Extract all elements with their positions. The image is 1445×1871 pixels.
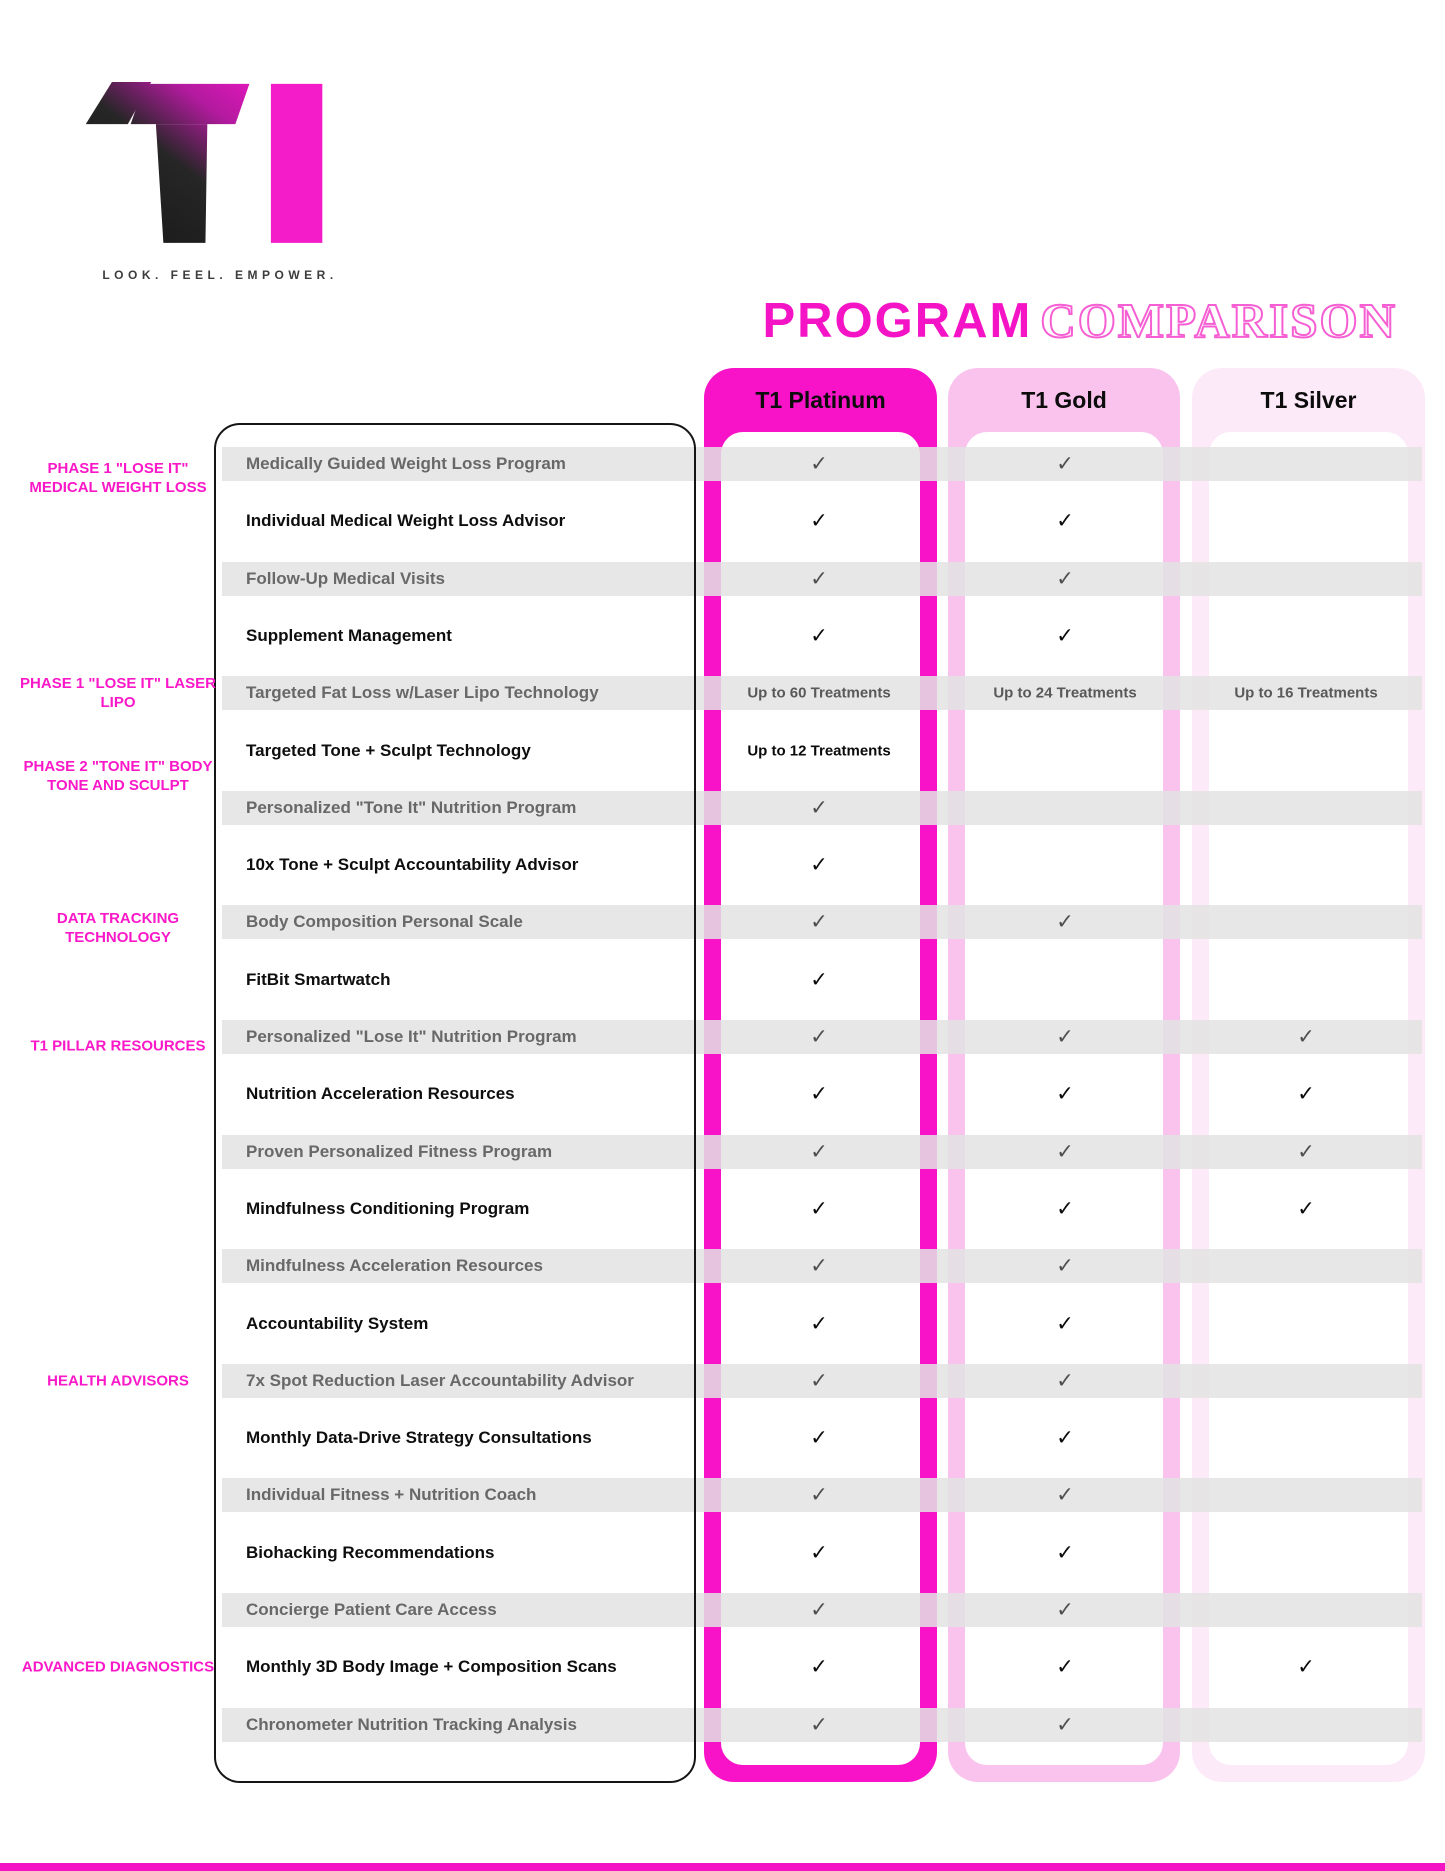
feature-row-label: 7x Spot Reduction Laser Accountability Advisor xyxy=(246,1370,634,1390)
checkmark: ✓ xyxy=(1056,1196,1074,1221)
feature-row-label: Medically Guided Weight Loss Program xyxy=(246,454,566,473)
column-header-platinum: T1 Platinum xyxy=(755,386,886,413)
feature-row-label: Targeted Tone + Sculpt Technology xyxy=(246,740,531,760)
feature-row-label: Monthly 3D Body Image + Composition Scans xyxy=(246,1657,617,1677)
category-label: T1 PILLAR RESOURCES xyxy=(30,1037,206,1055)
checkmark: ✓ xyxy=(810,1253,828,1278)
checkmark: ✓ xyxy=(810,623,828,648)
checkmark: ✓ xyxy=(1056,1368,1074,1393)
feature-row-label: Mindfulness Acceleration Resources xyxy=(246,1256,543,1276)
checkmark: ✓ xyxy=(1056,909,1074,934)
checkmark: ✓ xyxy=(1297,1196,1315,1221)
feature-row-label: Targeted Fat Loss w/Laser Lipo Technology xyxy=(246,683,599,703)
logo-tagline: LOOK. FEEL. EMPOWER. xyxy=(102,268,338,282)
feature-row-label: Individual Fitness + Nutrition Coach xyxy=(246,1485,537,1505)
checkmark: ✓ xyxy=(1297,1654,1315,1679)
checkmark: ✓ xyxy=(1056,1654,1074,1679)
checkmark: ✓ xyxy=(810,852,828,877)
checkmark: ✓ xyxy=(1056,1081,1074,1106)
checkmark: ✓ xyxy=(1056,1540,1074,1565)
category-label: DATA TRACKING TECHNOLOGY xyxy=(56,909,180,946)
feature-row-label: Nutrition Acceleration Resources xyxy=(246,1084,515,1104)
feature-row-label: Follow-Up Medical Visits xyxy=(246,568,445,588)
t1-logo xyxy=(62,68,333,255)
checkmark: ✓ xyxy=(1056,508,1074,533)
feature-row-label: Individual Medical Weight Loss Advisor xyxy=(246,511,566,531)
title-program: PROGRAM xyxy=(762,294,1033,348)
checkmark: ✓ xyxy=(1056,566,1074,591)
checkmark: ✓ xyxy=(810,1081,828,1106)
feature-row-label: Proven Personalized Fitness Program xyxy=(246,1141,553,1161)
treatment-count: Up to 16 Treatments xyxy=(1234,684,1378,702)
checkmark: ✓ xyxy=(810,795,828,820)
checkmark: ✓ xyxy=(1056,1482,1074,1507)
category-label: PHASE 2 "TONE IT" BODY TONE AND SCULPT xyxy=(23,757,213,794)
feature-row-label: Mindfulness Conditioning Program xyxy=(246,1198,530,1218)
checkmark: ✓ xyxy=(810,566,828,591)
checkmark: ✓ xyxy=(1056,1024,1074,1049)
checkmark: ✓ xyxy=(810,1139,828,1164)
checkmark: ✓ xyxy=(810,1712,828,1737)
feature-row-label: Personalized "Tone It" Nutrition Program xyxy=(246,797,577,817)
checkmark: ✓ xyxy=(1056,1597,1074,1622)
feature-row-label: 10x Tone + Sculpt Accountability Advisor xyxy=(246,855,579,875)
feature-row-label: Supplement Management xyxy=(246,625,452,645)
checkmark: ✓ xyxy=(810,1425,828,1450)
checkmark: ✓ xyxy=(810,1597,828,1622)
checkmark: ✓ xyxy=(1056,1253,1074,1278)
checkmark: ✓ xyxy=(1056,1425,1074,1450)
checkmark: ✓ xyxy=(1297,1081,1315,1106)
checkmark: ✓ xyxy=(810,1024,828,1049)
checkmark: ✓ xyxy=(1297,1139,1315,1164)
page-title xyxy=(762,293,1397,348)
checkmark: ✓ xyxy=(810,508,828,533)
category-label: PHASE 1 "LOSE IT" LASER LIPO xyxy=(20,674,216,711)
feature-row-label: Body Composition Personal Scale xyxy=(246,912,523,932)
checkmark: ✓ xyxy=(810,1368,828,1393)
category-label: PHASE 1 "LOSE IT" MEDICAL WEIGHT LOSS xyxy=(29,459,207,496)
category-label: HEALTH ADVISORS xyxy=(47,1372,189,1390)
checkmark: ✓ xyxy=(1056,1712,1074,1737)
feature-row-label: Concierge Patient Care Access xyxy=(246,1600,497,1619)
treatment-count: Up to 12 Treatments xyxy=(747,742,891,759)
checkmark: ✓ xyxy=(810,1654,828,1679)
checkmark: ✓ xyxy=(810,1540,828,1565)
checkmark: ✓ xyxy=(1056,1139,1074,1164)
checkmark: ✓ xyxy=(810,1311,828,1335)
feature-row-label: Biohacking Recommendations xyxy=(246,1542,495,1562)
category-label: ADVANCED DIAGNOSTICS xyxy=(21,1658,215,1676)
footer-accent-bar xyxy=(0,1863,1445,1871)
column-header-gold: T1 Gold xyxy=(1021,386,1107,413)
title-comparison: COMPARISON xyxy=(1040,293,1397,348)
feature-row-label: Monthly Data-Drive Strategy Consultations xyxy=(246,1428,592,1448)
treatment-count: Up to 60 Treatments xyxy=(747,684,891,702)
treatment-count: Up to 24 Treatments xyxy=(993,684,1137,702)
checkmark: ✓ xyxy=(810,1196,828,1221)
checkmark: ✓ xyxy=(810,967,828,992)
checkmark: ✓ xyxy=(1056,451,1074,476)
checkmark: ✓ xyxy=(1056,1311,1074,1335)
feature-row-label: FitBit Smartwatch xyxy=(246,969,391,989)
checkmark: ✓ xyxy=(810,909,828,934)
feature-row-label: Chronometer Nutrition Tracking Analysis xyxy=(246,1714,577,1734)
checkmark: ✓ xyxy=(1056,623,1074,648)
feature-row-label: Accountability System xyxy=(246,1313,429,1333)
checkmark: ✓ xyxy=(810,451,828,476)
checkmark: ✓ xyxy=(810,1482,828,1507)
feature-row-label: Personalized "Lose It" Nutrition Program xyxy=(246,1027,577,1046)
column-header-silver: T1 Silver xyxy=(1260,386,1357,413)
checkmark: ✓ xyxy=(1297,1024,1315,1049)
